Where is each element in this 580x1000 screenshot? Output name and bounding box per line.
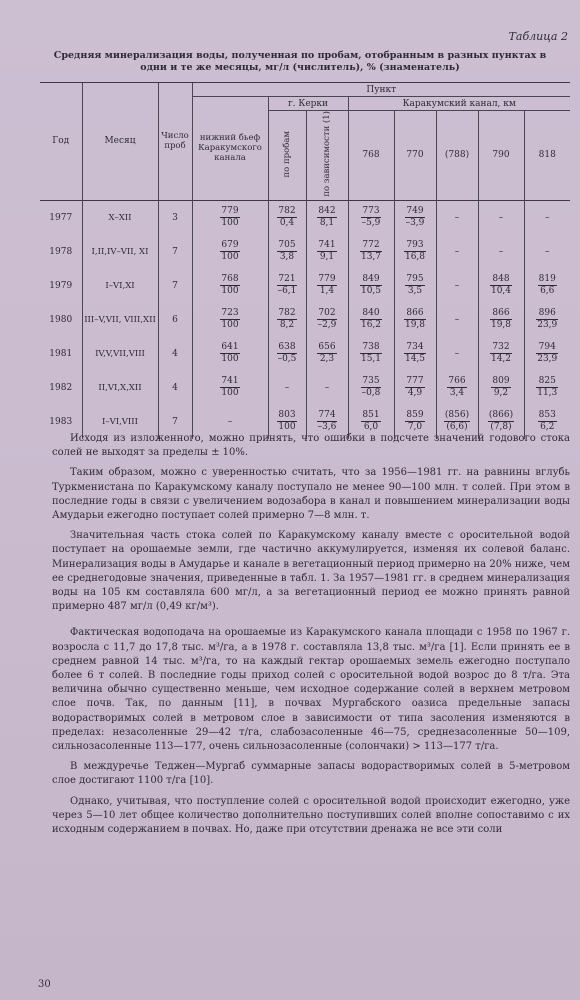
cell-year: 1979 xyxy=(49,280,73,291)
value-numerator: 641 xyxy=(221,342,239,353)
value-denominator: 23,9 xyxy=(537,320,558,331)
header-canal: Каракумский канал, км xyxy=(348,97,570,111)
cell-c790 xyxy=(478,269,524,303)
value-numerator: 866 xyxy=(404,308,426,320)
value-denominator: –3,6 xyxy=(317,422,337,433)
table-row xyxy=(40,200,570,235)
cell-year: 1981 xyxy=(49,348,73,359)
header-km-790: 790 xyxy=(478,111,524,201)
cell-c788: – xyxy=(436,269,478,303)
cell-month: III–V,VII, VIII,XII xyxy=(82,303,158,337)
cell-lower xyxy=(192,269,268,303)
value-numerator: 853 xyxy=(538,410,556,421)
value-denominator: 0,4 xyxy=(279,218,295,229)
cell-year: 1983 xyxy=(49,416,73,427)
cell-c770 xyxy=(394,200,436,235)
value-numerator: 735 xyxy=(362,376,380,387)
cell-c770 xyxy=(394,269,436,303)
value-numerator: 825 xyxy=(536,376,558,388)
value-denominator: 6,2 xyxy=(540,422,555,433)
value-denominator: 3,4 xyxy=(449,388,465,399)
value-denominator: 100 xyxy=(221,320,239,331)
value-denominator: 16,8 xyxy=(404,252,426,263)
value-numerator: 803 xyxy=(278,410,296,421)
salinity-table xyxy=(40,82,570,439)
table-row xyxy=(40,337,570,371)
value-denominator: –0,5 xyxy=(277,354,297,365)
value-denominator: 10,5 xyxy=(360,286,382,297)
value-numerator: 842 xyxy=(318,206,336,217)
cell-month: II,VI,X,XII xyxy=(82,371,158,405)
header-km-818: 818 xyxy=(524,111,570,201)
value-denominator: 100 xyxy=(221,388,239,399)
value-numerator: 866 xyxy=(490,308,512,320)
cell-lower xyxy=(192,303,268,337)
value-numerator: 738 xyxy=(360,342,382,354)
value-denominator: 4,9 xyxy=(407,388,423,399)
value-denominator: 3,5 xyxy=(407,286,423,297)
value-numerator: 768 xyxy=(221,274,239,285)
value-numerator: 656 xyxy=(318,342,336,353)
cell-year: 1978 xyxy=(49,246,73,257)
value-denominator: 1,4 xyxy=(319,286,335,297)
value-numerator: 773 xyxy=(362,206,380,217)
value-numerator: 777 xyxy=(406,376,424,387)
cell-c790 xyxy=(478,303,524,337)
cell-k2 xyxy=(306,235,348,269)
value-denominator: 15,1 xyxy=(360,354,382,365)
value-numerator: 749 xyxy=(406,206,424,217)
paragraph: Фактическая водоподача на орошаемые из Каракумского канала площади с 1958 по 1967 г. возросла с 11,7 до 17,8 тыс. м³/га, а в 1978 г. составляла 13,8 тыс. м³/га [1]. Если принять ее в среднем равной 14 тыс. м³/га, то на каждый гектар орошаемых земель ежегодно поступало более 6 т солей. В последние годы приход солей с оросительной водой возрос до 8 т/га. Эта величина обычно существенно меньше, чем исходное содержание солей в верхнем метровом слое почв. Так, по данным [11], в почвах Мургабского оазиса предельные запасы водорастворимых солей в метровом слое в зависимости от типа засоления изменяются в пределах: незасоленные 29—42 т/га, слабозасоленные 46—75, среднезасоленные 50—109, сильнозасоленные 113—177, очень сильнозасоленные (солончаки) > 113—177 т/га. xyxy=(52,627,570,753)
value-numerator: 766 xyxy=(448,376,466,387)
cell-c818 xyxy=(524,269,570,303)
cell-k1 xyxy=(268,303,306,337)
value-numerator: 734 xyxy=(404,342,426,354)
value-denominator: 3,8 xyxy=(279,252,295,263)
cell-lower xyxy=(192,371,268,405)
value-denominator: –2,9 xyxy=(317,320,337,331)
cell-c768 xyxy=(348,337,394,371)
value-denominator: 100 xyxy=(221,354,239,365)
value-numerator: 793 xyxy=(404,240,426,252)
value-denominator: –3,9 xyxy=(405,218,425,229)
header-by-dependence: по зависимости (1) xyxy=(306,111,348,201)
value-denominator: 9,2 xyxy=(493,388,509,399)
value-numerator: (866) xyxy=(488,410,514,421)
cell-c770 xyxy=(394,303,436,337)
cell-lower xyxy=(192,200,268,235)
header-km-770: 770 xyxy=(394,111,436,201)
cell-c818: – xyxy=(524,235,570,269)
value-denominator: 14,2 xyxy=(490,354,512,365)
cell-month: I–VI,VIII xyxy=(82,405,158,439)
value-numerator: 896 xyxy=(536,308,558,320)
body-text xyxy=(52,432,570,843)
cell-k1 xyxy=(268,269,306,303)
table-caption: Средняя минерализация воды, полученная по пробам, отобранным в разных пунктах в одни и те же месяцы, мг/л (числитель), % (знаменатель) xyxy=(53,50,547,73)
cell-year: 1977 xyxy=(49,212,73,223)
value-denominator: –5,9 xyxy=(361,218,381,229)
cell-count: 7 xyxy=(158,405,192,439)
table-row xyxy=(40,371,570,405)
header-by-samples: по пробам xyxy=(268,111,306,201)
cell-k2 xyxy=(306,303,348,337)
table-row xyxy=(40,235,570,269)
cell-c770 xyxy=(394,337,436,371)
header-kerki: г. Керки xyxy=(268,97,348,111)
cell-c788: – xyxy=(436,337,478,371)
cell-k1 xyxy=(268,200,306,235)
value-denominator: 6,0 xyxy=(363,422,379,433)
value-denominator: 23,9 xyxy=(537,354,558,365)
value-numerator: 723 xyxy=(221,308,239,319)
cell-c818 xyxy=(524,303,570,337)
paragraph: Однако, учитывая, что поступление солей с оросительной водой происходит ежегодно, уже через 5—10 лет общее количество дополнительно поступивших солей вполне сопоставимо с их исходным содержанием в почвах. Но, даже при отсутствии дренажа не все эти соли xyxy=(52,795,570,836)
cell-count: 4 xyxy=(158,371,192,405)
value-denominator: 100 xyxy=(221,252,239,263)
value-denominator: (7,8) xyxy=(490,422,512,433)
cell-c768 xyxy=(348,269,394,303)
value-denominator: 8,2 xyxy=(279,320,295,331)
cell-c788: – xyxy=(436,200,478,235)
value-numerator: 794 xyxy=(536,342,558,354)
cell-c790: – xyxy=(478,200,524,235)
cell-c770 xyxy=(394,235,436,269)
table-label: Таблица 2 xyxy=(508,30,568,43)
value-numerator: 741 xyxy=(318,240,336,251)
cell-lower xyxy=(192,337,268,371)
value-denominator: 13,7 xyxy=(360,252,382,263)
cell-count: 3 xyxy=(158,200,192,235)
cell-k1: – xyxy=(268,371,306,405)
value-numerator: 859 xyxy=(406,410,424,421)
value-numerator: 848 xyxy=(490,274,512,286)
header-point: Пункт xyxy=(192,83,570,97)
paragraph: В междуречье Теджен—Мургаб суммарные запасы водорастворимых солей в 5-метровом слое достигают 1100 т/га [10]. xyxy=(52,761,570,787)
cell-k1 xyxy=(268,337,306,371)
table-row xyxy=(40,303,570,337)
value-numerator: 779 xyxy=(318,274,336,285)
paragraph: Значительная часть стока солей по Каракумскому каналу вместе с оросительной водой поступает на орошаемые земли, где частично аккумулируется, изменяя их солевой баланс. Минерализация воды в Амударье и канале в вегетационный период примерно на 20% ниже, чем ее среднегодовые значения, приведенные в табл. 1. За 1957—1981 гг. в среднем минерализация воды на 105 км составляла 600 мг/л, а за вегетационный период ее можно принять равной примерно 487 мг/л (0,49 кг/м³). xyxy=(52,530,570,613)
value-denominator: 14,5 xyxy=(404,354,426,365)
value-numerator: 840 xyxy=(360,308,382,320)
value-numerator: (856) xyxy=(444,410,470,421)
cell-c818 xyxy=(524,337,570,371)
cell-lower xyxy=(192,235,268,269)
table-row xyxy=(40,269,570,303)
cell-k2: – xyxy=(306,371,348,405)
cell-month: I–VI,XI xyxy=(82,269,158,303)
cell-c790 xyxy=(478,371,524,405)
value-denominator: 11,3 xyxy=(537,388,558,399)
cell-c818 xyxy=(524,371,570,405)
header-km-788: (788) xyxy=(436,111,478,201)
cell-k2 xyxy=(306,269,348,303)
value-numerator: 809 xyxy=(492,376,510,387)
value-numerator: 705 xyxy=(278,240,296,251)
value-numerator: 782 xyxy=(278,206,296,217)
value-denominator: 19,8 xyxy=(404,320,426,331)
value-denominator: 10,4 xyxy=(490,286,512,297)
value-numerator: 772 xyxy=(360,240,382,252)
cell-month: I,II,IV–VII, XI xyxy=(82,235,158,269)
cell-year: 1980 xyxy=(49,314,73,325)
header-year: Год xyxy=(40,83,82,201)
table-body xyxy=(40,200,570,439)
cell-c790 xyxy=(478,337,524,371)
header-month: Месяц xyxy=(82,83,158,201)
value-denominator: 16,2 xyxy=(360,320,382,331)
value-denominator: 7,0 xyxy=(407,422,423,433)
value-numerator: 679 xyxy=(221,240,239,251)
cell-month: IV,V,VII,VIII xyxy=(82,337,158,371)
value-denominator: 6,6 xyxy=(540,286,555,297)
value-numerator: 782 xyxy=(278,308,296,319)
value-numerator: 819 xyxy=(538,274,556,285)
cell-c790: – xyxy=(478,235,524,269)
value-numerator: 795 xyxy=(406,274,424,285)
cell-k2 xyxy=(306,200,348,235)
cell-count: 7 xyxy=(158,235,192,269)
value-denominator: 100 xyxy=(278,422,296,433)
value-numerator: 721 xyxy=(278,274,296,285)
cell-c768 xyxy=(348,371,394,405)
value-denominator: 9,1 xyxy=(319,252,335,263)
cell-c768 xyxy=(348,200,394,235)
cell-year: 1982 xyxy=(49,382,73,393)
header-count: Число проб xyxy=(158,83,192,201)
page-number: 30 xyxy=(38,979,51,990)
cell-c818: – xyxy=(524,200,570,235)
header-lower: нижний бьеф Каракумского канала xyxy=(192,97,268,201)
header-km-768: 768 xyxy=(348,111,394,201)
cell-c768 xyxy=(348,303,394,337)
value-numerator: 849 xyxy=(360,274,382,286)
cell-k2 xyxy=(306,337,348,371)
value-denominator: 100 xyxy=(221,218,239,229)
value-numerator: 779 xyxy=(221,206,239,217)
cell-c788: – xyxy=(436,303,478,337)
value-numerator: 741 xyxy=(221,376,239,387)
cell-month: X–XII xyxy=(82,200,158,235)
paragraph: Таким образом, можно с уверенностью считать, что за 1956—1981 гг. на равнины вглубь Туркменистана по Каракумскому каналу поступало не менее 90—100 млн. т солей. При этом в последние годы в связи с увеличением водозабора в канал и повышением минерализации воды Амударьи ежегодно поступает солей примерно 7—8 млн. т. xyxy=(52,467,570,522)
value-denominator: (6,6) xyxy=(446,422,468,433)
cell-count: 4 xyxy=(158,337,192,371)
cell-c768 xyxy=(348,235,394,269)
value-denominator: 100 xyxy=(221,286,239,297)
cell-count: 7 xyxy=(158,269,192,303)
value-numerator: 702 xyxy=(318,308,336,319)
value-denominator: 2,3 xyxy=(319,354,335,365)
value-numerator: 851 xyxy=(362,410,380,421)
cell-lower: – xyxy=(192,405,268,439)
cell-c788 xyxy=(436,371,478,405)
paragraph: Исходя из изложенного, можно принять, что ошибки в подсчете значений годового стока солей не выходят за пределы ± 10%. xyxy=(52,433,570,459)
value-denominator: 19,8 xyxy=(490,320,512,331)
cell-c788: – xyxy=(436,235,478,269)
cell-count: 6 xyxy=(158,303,192,337)
value-denominator: 8,1 xyxy=(319,218,335,229)
value-numerator: 638 xyxy=(278,342,296,353)
value-denominator: –6,1 xyxy=(277,286,297,297)
value-numerator: 774 xyxy=(318,410,336,421)
cell-c770 xyxy=(394,371,436,405)
cell-k1 xyxy=(268,235,306,269)
value-numerator: 732 xyxy=(490,342,512,354)
value-denominator: –0,8 xyxy=(361,388,381,399)
